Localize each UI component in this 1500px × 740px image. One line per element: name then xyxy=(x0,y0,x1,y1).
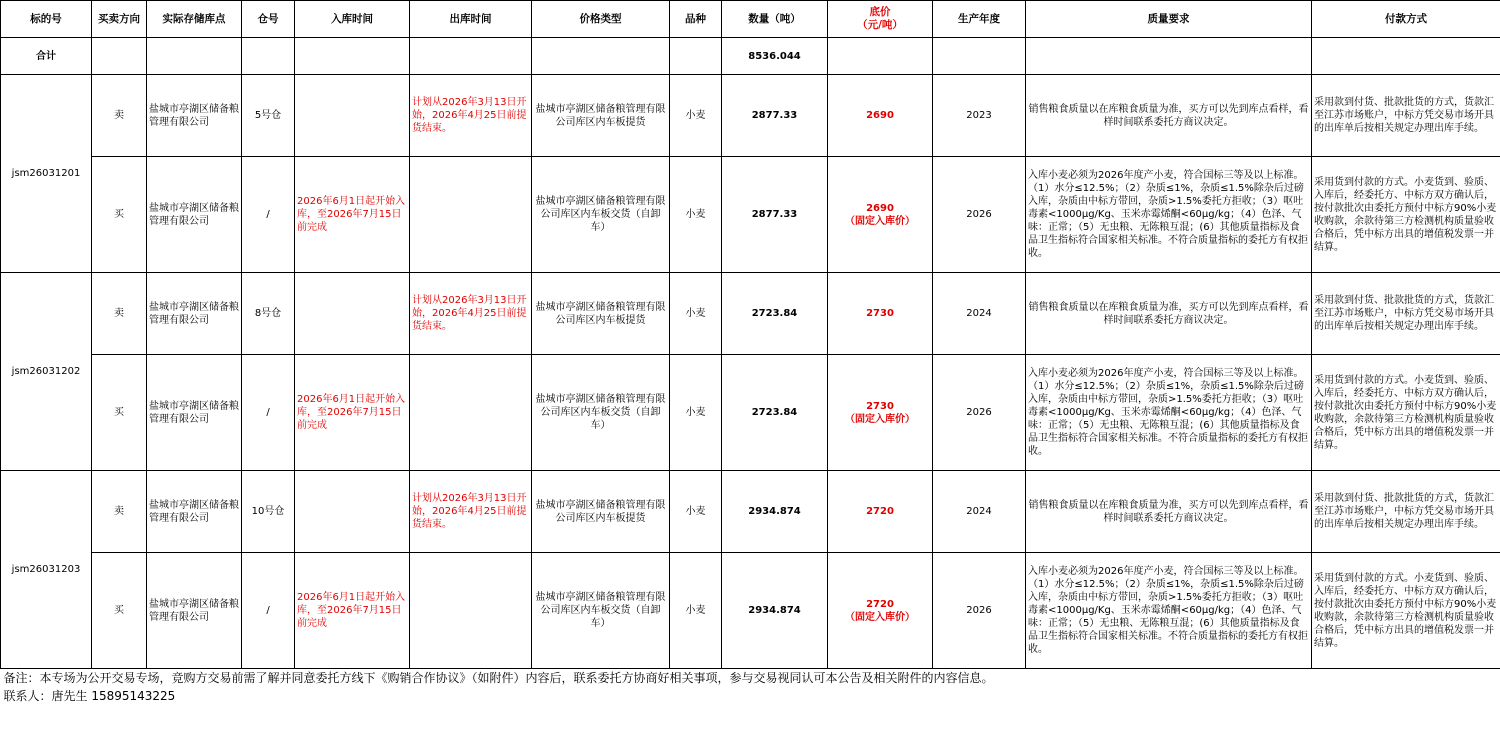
lot-number: jsm26031201 xyxy=(1,75,92,273)
direction-cell: 买 xyxy=(92,157,147,273)
header-direction: 买卖方向 xyxy=(92,1,147,38)
warehouse-cell: 盐城市亭湖区储备粮管理有限公司 xyxy=(147,273,242,355)
empty-cell xyxy=(828,38,933,75)
header-variety: 品种 xyxy=(670,1,722,38)
floor-price-cell xyxy=(828,157,933,273)
floor-price-value: 2730 xyxy=(866,400,894,412)
price-type-cell: 盐城市亭湖区储备粮管理有限公司库区内车板交货（自卸车） xyxy=(532,553,670,669)
variety-cell: 小麦 xyxy=(670,355,722,471)
header-floor-price-unit: （元/吨） xyxy=(857,19,903,31)
quantity-cell: 2877.33 xyxy=(722,75,828,157)
header-in-time: 入库时间 xyxy=(295,1,410,38)
floor-price-value: 2730 xyxy=(866,308,894,319)
in-time-cell: 2026年6月1日起开始入库，至2026年7月15日前完成 xyxy=(295,355,410,471)
header-row xyxy=(1,1,1500,38)
payment-cell: 采用货到付款的方式。小麦货到、验质、入库后，经委托方、中标方双方确认后，按付款批次由委托方预付中标方90%小麦收购款，余款待第三方检测机构质量验收合格后，凭中标方出具的增值税发票一并结算。 xyxy=(1312,355,1500,471)
header-floor-price xyxy=(828,1,933,38)
header-quantity: 数量（吨） xyxy=(722,1,828,38)
payment-cell: 采用货到付款的方式。小麦货到、验质、入库后，经委托方、中标方双方确认后，按付款批次由委托方预付中标方90%小麦收购款，余款待第三方检测机构质量验收合格后，凭中标方出具的增值税发票一并结算。 xyxy=(1312,157,1500,273)
out-time-cell: 计划从2026年3月13日开始，2026年4月25日前提货结束。 xyxy=(410,273,532,355)
in-time-cell: 2026年6月1日起开始入库，至2026年7月15日前完成 xyxy=(295,553,410,669)
quantity-cell: 2877.33 xyxy=(722,157,828,273)
year-cell: 2023 xyxy=(933,75,1026,157)
empty-cell xyxy=(532,38,670,75)
empty-cell xyxy=(295,38,410,75)
quantity-cell: 2934.874 xyxy=(722,553,828,669)
header-warehouse: 实际存储库点 xyxy=(147,1,242,38)
direction-cell: 卖 xyxy=(92,471,147,553)
payment-cell: 采用款到付货、批款批货的方式，货款汇至江苏市场账户，中标方凭交易市场开具的出库单后按相关规定办理出库手续。 xyxy=(1312,75,1500,157)
out-time-cell: 计划从2026年3月13日开始，2026年4月25日前提货结束。 xyxy=(410,471,532,553)
price-type-cell: 盐城市亭湖区储备粮管理有限公司库区内车板交货（自卸车） xyxy=(532,355,670,471)
bin-cell: / xyxy=(242,355,295,471)
warehouse-cell: 盐城市亭湖区储备粮管理有限公司 xyxy=(147,355,242,471)
table-row xyxy=(1,471,1500,553)
footer-note-row xyxy=(1,669,1500,688)
quality-cell: 销售粮食质量以在库粮食质量为准，买方可以先到库点看样，看样时间联系委托方商议决定。 xyxy=(1026,471,1312,553)
quality-cell: 入库小麦必须为2026年度产小麦，符合国标三等及以上标准。（1）水分≤12.5%；（2）杂质≤1%，杂质≤1.5%除杂后过磅入库，杂质由中标方带回，杂质>1.5%委托方拒收；（3）呕吐毒素<1000μg/Kg、玉米赤霉烯酮<60μg/kg；（4）色泽、气味：正常；（5）无虫粮、无陈粮互混；(6）其他质量指标及食品卫生指标符合国家相关标准。不符合质量指标的委托方有权拒收。 xyxy=(1026,355,1312,471)
variety-cell: 小麦 xyxy=(670,273,722,355)
variety-cell: 小麦 xyxy=(670,553,722,669)
warehouse-cell: 盐城市亭湖区储备粮管理有限公司 xyxy=(147,471,242,553)
warehouse-cell: 盐城市亭湖区储备粮管理有限公司 xyxy=(147,75,242,157)
quantity-cell: 2934.874 xyxy=(722,471,828,553)
year-cell: 2026 xyxy=(933,553,1026,669)
empty-cell xyxy=(1026,38,1312,75)
variety-cell: 小麦 xyxy=(670,157,722,273)
quality-cell: 入库小麦必须为2026年度产小麦，符合国标三等及以上标准。（1）水分≤12.5%；（2）杂质≤1%，杂质≤1.5%除杂后过磅入库，杂质由中标方带回，杂质>1.5%委托方拒收；（3）呕吐毒素<1000μg/Kg、玉米赤霉烯酮<60μg/kg；（4）色泽、气味：正常；（5）无虫粮、无陈粮互混；(6）其他质量指标及食品卫生指标符合国家相关标准。不符合质量指标的委托方有权拒收。 xyxy=(1026,157,1312,273)
header-lot-no: 标的号 xyxy=(1,1,92,38)
header-payment: 付款方式 xyxy=(1312,1,1500,38)
table-row xyxy=(1,553,1500,669)
quantity-cell: 2723.84 xyxy=(722,273,828,355)
out-time-cell: 计划从2026年3月13日开始，2026年4月25日前提货结束。 xyxy=(410,75,532,157)
table-row xyxy=(1,355,1500,471)
direction-cell: 卖 xyxy=(92,75,147,157)
header-out-time: 出库时间 xyxy=(410,1,532,38)
payment-cell: 采用款到付货、批款批货的方式，货款汇至江苏市场账户，中标方凭交易市场开具的出库单后按相关规定办理出库手续。 xyxy=(1312,471,1500,553)
total-quantity: 8536.044 xyxy=(722,38,828,75)
table-row xyxy=(1,75,1500,157)
in-time-cell xyxy=(295,273,410,355)
price-type-cell: 盐城市亭湖区储备粮管理有限公司库区内车板提货 xyxy=(532,273,670,355)
variety-cell: 小麦 xyxy=(670,471,722,553)
quality-cell: 销售粮食质量以在库粮食质量为准，买方可以先到库点看样，看样时间联系委托方商议决定。 xyxy=(1026,75,1312,157)
year-cell: 2024 xyxy=(933,273,1026,355)
direction-cell: 卖 xyxy=(92,273,147,355)
header-floor-price-label: 底价 xyxy=(869,6,891,18)
floor-price-value: 2720 xyxy=(866,598,894,610)
empty-cell xyxy=(933,38,1026,75)
payment-cell: 采用款到付货、批款批货的方式，货款汇至江苏市场账户，中标方凭交易市场开具的出库单后按相关规定办理出库手续。 xyxy=(1312,273,1500,355)
in-time-cell xyxy=(295,75,410,157)
empty-cell xyxy=(92,38,147,75)
direction-cell: 买 xyxy=(92,553,147,669)
bin-cell: / xyxy=(242,157,295,273)
table-row xyxy=(1,273,1500,355)
in-time-cell: 2026年6月1日起开始入库，至2026年7月15日前完成 xyxy=(295,157,410,273)
header-bin: 仓号 xyxy=(242,1,295,38)
floor-price-note: （固定入库价） xyxy=(845,413,915,425)
warehouse-cell: 盐城市亭湖区储备粮管理有限公司 xyxy=(147,553,242,669)
floor-price-cell xyxy=(828,355,933,471)
price-type-cell: 盐城市亭湖区储备粮管理有限公司库区内车板交货（自卸车） xyxy=(532,157,670,273)
lot-number: jsm26031202 xyxy=(1,273,92,471)
total-label: 合计 xyxy=(1,38,92,75)
floor-price-cell xyxy=(828,75,933,157)
variety-cell: 小麦 xyxy=(670,75,722,157)
lot-number: jsm26031203 xyxy=(1,471,92,669)
year-cell: 2026 xyxy=(933,355,1026,471)
footer-note: 备注：本专场为公开交易专场，竞购方交易前需了解并同意委托方线下《购销合作协议》（如附件）内容后，联系委托方协商好相关事项，参与交易视同认可本公告及相关附件的内容信息。 xyxy=(1,669,1500,688)
bin-cell: 5号仓 xyxy=(242,75,295,157)
bin-cell: 8号仓 xyxy=(242,273,295,355)
price-type-cell: 盐城市亭湖区储备粮管理有限公司库区内车板提货 xyxy=(532,75,670,157)
out-time-cell xyxy=(410,355,532,471)
footer-contact-row xyxy=(1,687,1500,705)
out-time-cell xyxy=(410,157,532,273)
payment-cell: 采用货到付款的方式。小麦货到、验质、入库后，经委托方、中标方双方确认后，按付款批次由委托方预付中标方90%小麦收购款，余款待第三方检测机构质量验收合格后，凭中标方出具的增值税发票一并结算。 xyxy=(1312,553,1500,669)
floor-price-value: 2720 xyxy=(866,506,894,517)
floor-price-note: （固定入库价） xyxy=(845,215,915,227)
empty-cell xyxy=(147,38,242,75)
bin-cell: / xyxy=(242,553,295,669)
floor-price-value: 2690 xyxy=(866,110,894,121)
empty-cell xyxy=(410,38,532,75)
quantity-cell: 2723.84 xyxy=(722,355,828,471)
total-row xyxy=(1,38,1500,75)
warehouse-cell: 盐城市亭湖区储备粮管理有限公司 xyxy=(147,157,242,273)
empty-cell xyxy=(670,38,722,75)
direction-cell: 买 xyxy=(92,355,147,471)
floor-price-cell xyxy=(828,273,933,355)
quality-cell: 销售粮食质量以在库粮食质量为准，买方可以先到库点看样，看样时间联系委托方商议决定。 xyxy=(1026,273,1312,355)
floor-price-note: （固定入库价） xyxy=(845,611,915,623)
floor-price-cell xyxy=(828,471,933,553)
table-row xyxy=(1,157,1500,273)
out-time-cell xyxy=(410,553,532,669)
year-cell: 2026 xyxy=(933,157,1026,273)
quality-cell: 入库小麦必须为2026年度产小麦，符合国标三等及以上标准。（1）水分≤12.5%；（2）杂质≤1%，杂质≤1.5%除杂后过磅入库，杂质由中标方带回，杂质>1.5%委托方拒收；（3）呕吐毒素<1000μg/Kg、玉米赤霉烯酮<60μg/kg；（4）色泽、气味：正常；（5）无虫粮、无陈粮互混；(6）其他质量指标及食品卫生指标符合国家相关标准。不符合质量指标的委托方有权拒收。 xyxy=(1026,553,1312,669)
floor-price-cell xyxy=(828,553,933,669)
header-quality: 质量要求 xyxy=(1026,1,1312,38)
bin-cell: 10号仓 xyxy=(242,471,295,553)
empty-cell xyxy=(242,38,295,75)
footer-contact: 联系人：唐先生 15895143225 xyxy=(3,689,176,703)
in-time-cell xyxy=(295,471,410,553)
header-year: 生产年度 xyxy=(933,1,1026,38)
price-type-cell: 盐城市亭湖区储备粮管理有限公司库区内车板提货 xyxy=(532,471,670,553)
header-price-type: 价格类型 xyxy=(532,1,670,38)
empty-cell xyxy=(1312,38,1500,75)
year-cell: 2024 xyxy=(933,471,1026,553)
floor-price-value: 2690 xyxy=(866,202,894,214)
